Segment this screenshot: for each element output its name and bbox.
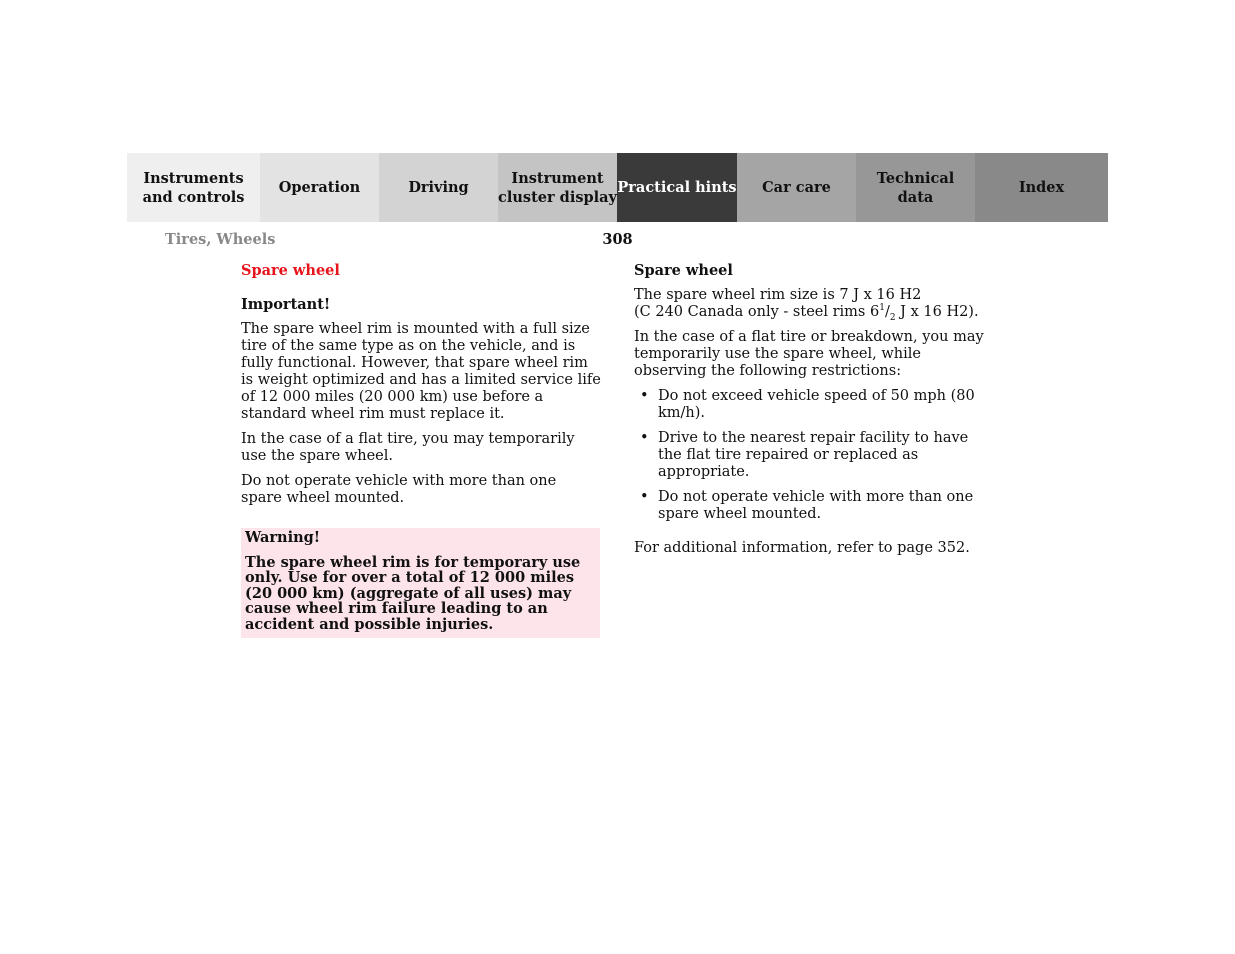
left-column <box>241 262 601 638</box>
tab-instrument-cluster-display[interactable] <box>498 153 617 222</box>
list-item-text: Do not exceed vehicle speed of 50 mph (80 km/h). <box>658 388 975 421</box>
tab-car-care[interactable] <box>737 153 856 222</box>
tab-label: Instrument <box>511 169 604 187</box>
tab-index[interactable] <box>975 153 1108 222</box>
list-item <box>634 489 994 523</box>
chapter-nav <box>127 153 1108 222</box>
tab-label: cluster display <box>498 188 617 206</box>
bullet-icon: • <box>640 388 649 404</box>
page-number: 308 <box>602 231 633 248</box>
list-item-text: Drive to the nearest repair facility to have the flat tire repaired or replaced as appropriate. <box>658 430 969 480</box>
tab-label: Technical <box>876 169 955 187</box>
list-item-text: Do not operate vehicle with more than one spare wheel mounted. <box>658 489 974 522</box>
fraction-slash: / <box>884 304 890 320</box>
restrictions-intro: In the case of a flat tire or breakdown, you may temporarily use the spare wheel, while observing the following restrictions: <box>634 329 984 379</box>
fraction-numerator: 1 <box>879 303 885 314</box>
tab-label: Practical hints <box>617 179 737 196</box>
section-title: Tires, Wheels <box>165 231 276 248</box>
tab-label: data <box>897 188 934 206</box>
warning-title: Warning! <box>245 529 321 546</box>
rim-size-canada-post: J x 16 H2). <box>895 304 979 320</box>
tab-label: Operation <box>278 179 361 196</box>
tab-practical-hints[interactable] <box>617 153 737 222</box>
spare-wheel-heading: Spare wheel <box>241 262 340 279</box>
tab-technical-data[interactable] <box>856 153 975 222</box>
important-heading: Important! <box>241 296 331 313</box>
rim-size-paragraph <box>634 287 994 321</box>
bullet-icon: • <box>640 489 649 505</box>
tab-instruments-and-controls[interactable] <box>127 153 260 222</box>
restrictions-list <box>634 388 994 523</box>
tab-driving[interactable] <box>379 153 498 222</box>
warning-box <box>241 528 600 638</box>
warning-text: The spare wheel rim is for temporary use only. Use for over a total of 12 000 miles (20 000 km) (aggregate of all uses) may cause wheel rim failure leading to an accident and possible injuries. <box>245 553 581 633</box>
paragraph: The spare wheel rim is mounted with a full size tire of the same type as on the vehicle, and is fully functional. However, that spare wheel rim is weight optimized and has a limited service life of 12 000 miles (20 000 km) use before a standard wheel rim must replace it. <box>241 321 601 422</box>
rim-size-line: The spare wheel rim size is 7 J x 16 H2 <box>634 287 922 303</box>
tab-label: Car care <box>762 179 831 196</box>
bullet-icon: • <box>640 430 649 446</box>
tab-label: Instruments <box>143 169 244 187</box>
spare-wheel-subheading: Spare wheel <box>634 262 733 279</box>
list-item <box>634 430 994 481</box>
additional-info-note: For additional information, refer to page 352. <box>634 540 970 556</box>
paragraph: In the case of a flat tire, you may temporarily use the spare wheel. <box>241 431 575 464</box>
tab-operation[interactable] <box>260 153 379 222</box>
paragraph: Do not operate vehicle with more than one spare wheel mounted. <box>241 473 557 506</box>
right-column <box>634 262 994 565</box>
tab-label: Driving <box>408 179 469 196</box>
rim-size-canada-pre: (C 240 Canada only - steel rims 6 <box>634 304 880 320</box>
fraction-denominator: 2 <box>889 312 896 323</box>
tab-label: Index <box>1018 179 1065 196</box>
list-item <box>634 388 994 422</box>
tab-label: and controls <box>142 188 245 206</box>
